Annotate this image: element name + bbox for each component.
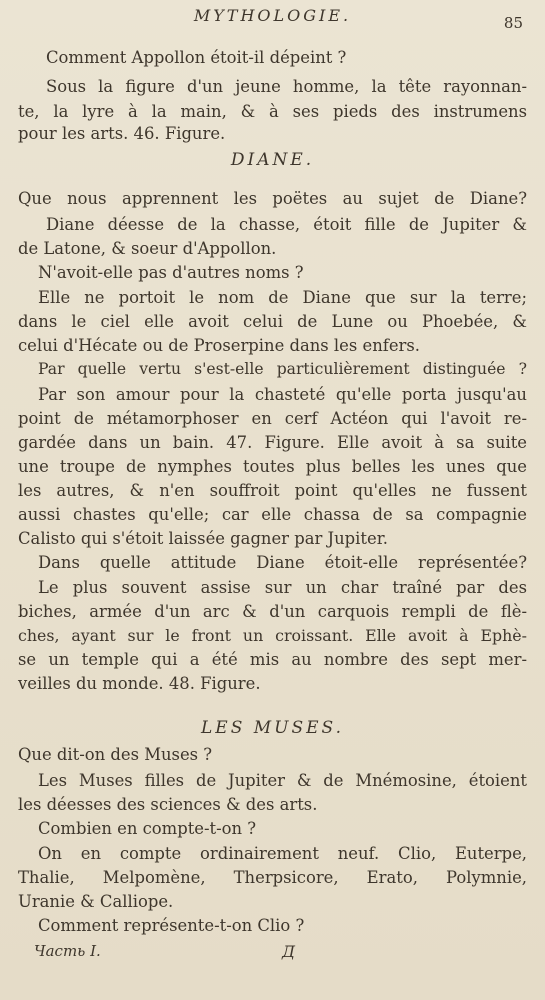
section-heading-muses: LES MUSES. xyxy=(201,718,344,738)
text-line: Sous la figure d'un jeune homme, la tête rayonnan- xyxy=(46,77,527,96)
text-line: biches, armée d'un arc & d'un carquois rempli de flè- xyxy=(18,602,527,621)
text-line: Comment Appollon étoit-il dépeint ? xyxy=(46,48,347,67)
text-line: celui d'Hécate ou de Proserpine dans les enfers. xyxy=(18,336,420,355)
text-line: ches, ayant sur le front un croissant. Elle avoit à Ephè- xyxy=(18,626,527,645)
text-line: dans le ciel elle avoit celui de Lune ou Phoebée, & xyxy=(18,312,527,331)
text-line: Par quelle vertu s'est-elle particulièrement distinguée ? xyxy=(38,360,527,378)
text-line: Calisto qui s'étoit laissée gagner par Jupiter. xyxy=(18,529,388,548)
text-line: Que dit-on des Muses ? xyxy=(18,745,213,764)
text-line: pour les arts. 46. Figure. xyxy=(18,124,226,143)
text-line: Diane déesse de la chasse, étoit fille de Jupiter & xyxy=(46,215,527,234)
signature-mark: Часть I. xyxy=(34,942,101,960)
text-line: de Latone, & soeur d'Appollon. xyxy=(18,239,277,258)
signature-letter: Д xyxy=(282,942,296,961)
page-number: 85 xyxy=(503,14,523,32)
text-line: Thalie, Melpomène, Therpsicore, Erato, Polymnie, xyxy=(18,868,527,887)
text-line: Par son amour pour la chasteté qu'elle porta jusqu'au xyxy=(38,385,527,404)
text-line: Combien en compte-t-on ? xyxy=(38,819,257,838)
text-line: Que nous apprennent les poëtes au sujet de Diane? xyxy=(18,189,527,208)
text-line: On en compte ordinairement neuf. Clio, Euterpe, xyxy=(38,844,527,863)
text-line: aussi chastes qu'elle; car elle chassa de sa compagnie xyxy=(18,505,527,524)
section-heading-diane: DIANE. xyxy=(230,150,315,170)
text-line: point de métamorphoser en cerf Actéon qui l'avoit re- xyxy=(18,409,527,428)
text-line: se un temple qui a été mis au nombre des sept mer- xyxy=(18,650,527,669)
text-line: Elle ne portoit le nom de Diane que sur la terre; xyxy=(38,288,527,307)
text-line: Dans quelle attitude Diane étoit-elle représentée? xyxy=(38,553,527,572)
text-line: une troupe de nymphes toutes plus belles les unes que xyxy=(18,457,527,476)
running-head: MYTHOLOGIE. xyxy=(193,6,352,25)
text-line: Le plus souvent assise sur un char traîné par des xyxy=(38,578,527,597)
text-line: veilles du monde. 48. Figure. xyxy=(18,674,261,693)
text-line: les autres, & n'en souffroit point qu'elles ne fussent xyxy=(18,481,527,500)
text-line: gardée dans un bain. 47. Figure. Elle avoit à sa suite xyxy=(18,433,527,452)
text-line: Comment représente-t-on Clio ? xyxy=(38,916,305,935)
text-line: Uranie & Calliope. xyxy=(18,892,174,911)
text-line: les déesses des sciences & des arts. xyxy=(18,795,318,814)
text-line: te, la lyre à la main, & à ses pieds des instrumens xyxy=(18,102,527,121)
text-line: N'avoit-elle pas d'autres noms ? xyxy=(38,263,304,282)
text-line: Les Muses filles de Jupiter & de Mnémosine, étoient xyxy=(38,771,527,790)
